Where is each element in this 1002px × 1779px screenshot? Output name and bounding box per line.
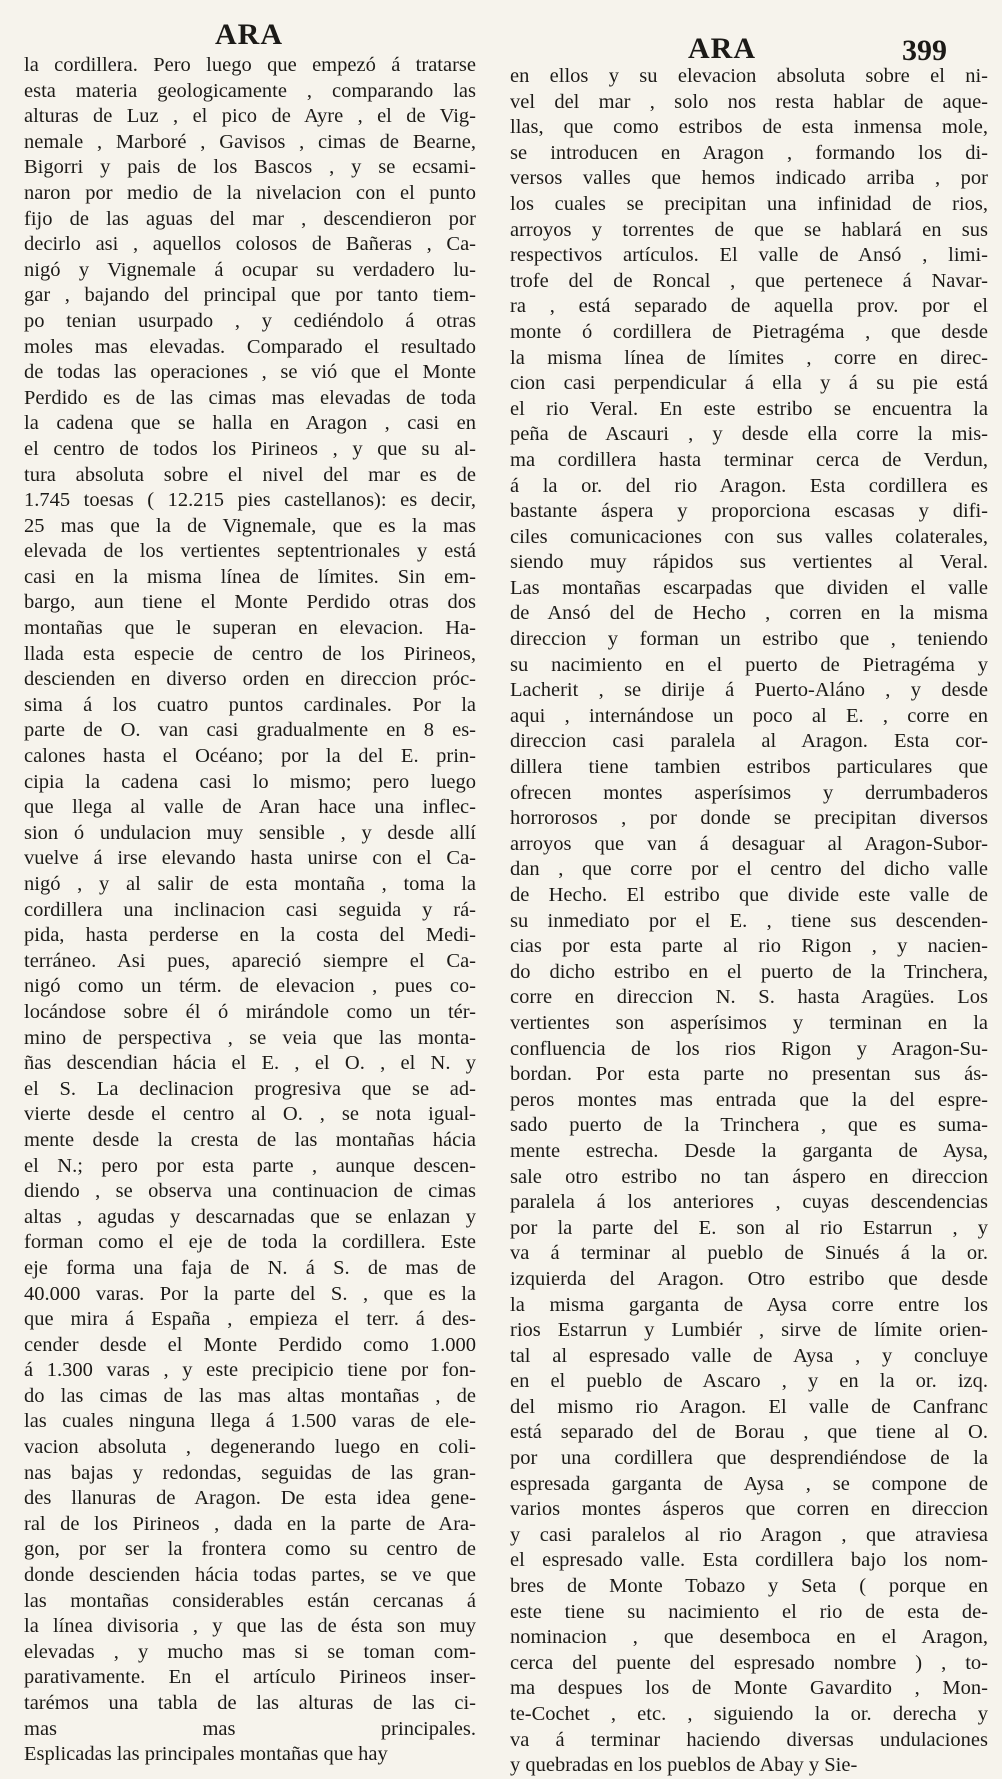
text-line: Lacherit , se dirije á Puerto-Aláno , y desde [510, 679, 988, 702]
text-line: esta materia geologicamente , comparando las [24, 79, 476, 102]
text-line: po tenian usurpado , y cediéndolo á otras [24, 309, 476, 332]
text-line: bres de Monte Tobazo y Seta ( porque en [510, 1575, 988, 1598]
text-line: y casi paralelos al rio Aragon , que atraviesa [510, 1523, 988, 1546]
text-line: vertientes son asperísimos y terminan en la [510, 1011, 988, 1034]
text-line: sima á los cuatro puntos cardinales. Por la [24, 693, 476, 716]
text-line: rios Estarrun y Lumbiér , sirve de límite orien- [510, 1319, 988, 1342]
text-line: y quebradas en los pueblos de Abay y Sie- [510, 1754, 858, 1777]
text-line: sale otro estribo no tan áspero en direccion [510, 1165, 988, 1188]
text-line: vuelve á irse elevando hasta unirse con el Ca- [24, 847, 476, 870]
text-line: el S. La declinacion progresiva que se ad- [24, 1077, 476, 1100]
text-line: la misma garganta de Aysa corre entre los [510, 1293, 988, 1316]
text-line: este tiene su nacimiento el rio de esta de- [510, 1600, 988, 1623]
text-line: casi en la misma línea de límites. Sin em- [24, 565, 476, 588]
text-line: nas bajas y redondas, seguidas de las gran- [24, 1461, 476, 1484]
text-line: los cuales se precipitan una infinidad de rios, [510, 192, 988, 215]
text-line: las montañas considerables están cercanas á [24, 1589, 476, 1612]
text-line: la cadena que se halla en Aragon , casi en [24, 412, 476, 435]
text-line: ofrecen montes asperísimos y derrumbaderos [510, 781, 988, 804]
text-line: el N.; pero por esta parte , aunque descen- [24, 1154, 476, 1177]
text-line: moles mas elevadas. Comparado el resultado [24, 335, 476, 358]
text-line: bastante áspera y proporciona escasas y difi- [510, 500, 988, 523]
text-line: 1.745 toesas ( 12.215 pies castellanos): es decir, [24, 489, 476, 512]
text-line: sado puerto de la Trinchera , que es suma- [510, 1114, 988, 1137]
text-line: de Hecho. El estribo que divide este valle de [510, 884, 988, 906]
text-line: nigó , y al salir de esta montaña , toma la [24, 873, 476, 895]
text-line: Perdido es de las cimas mas elevadas de toda [24, 386, 476, 409]
text-line: altas , agudas y descarnadas que se enlazan y [24, 1205, 476, 1228]
text-line: en ellos y su elevacion absoluta sobre el ni- [510, 65, 988, 87]
text-line: izquierda del Aragon. Otro estribo que desde [510, 1267, 988, 1290]
text-line: la misma línea de límites , corre en direc- [510, 346, 988, 369]
text-line: que mira á España , empieza el terr. á des- [24, 1308, 476, 1331]
text-line: cipia la cadena casi lo mismo; pero luego [24, 770, 476, 793]
text-line: espresada garganta de Aysa , se compone de [510, 1472, 988, 1495]
text-line: gon, por ser la frontera como su centro de [24, 1538, 476, 1561]
text-line: 40.000 varas. Por la parte del S. , que es la [24, 1282, 476, 1305]
text-line: el rio Veral. En este estribo se encuentra la [510, 397, 988, 420]
text-line: cerca del puente del espresado nombre ) , to- [510, 1651, 988, 1674]
text-line: está separado del de Borau , que tiene al O. [510, 1421, 988, 1444]
text-line: parativamente. En el artículo Pirineos inser- [24, 1666, 476, 1689]
text-line: tal al espresado valle de Aysa , y concluye [510, 1344, 988, 1367]
text-line: calones hasta el Océano; por la del E. prin- [24, 745, 476, 768]
text-line: versos valles que hemos indicado arriba , por [510, 167, 988, 190]
text-line: nigó y Vignemale á ocupar su verdadero lu- [24, 258, 476, 281]
text-line: forman como el eje de toda la cordillera. Este [24, 1231, 476, 1254]
text-line: nominacion , que desemboca en el Aragon, [510, 1626, 988, 1649]
text-line: terráneo. Asi pues, apareció siempre el Ca- [24, 949, 476, 972]
text-line: paralela á los anteriores , cuyas descendencias [510, 1191, 988, 1214]
text-line: vacion absoluta , degenerando luego en coli- [24, 1436, 476, 1459]
text-line: Las montañas escarpadas que dividen el valle [510, 576, 988, 599]
text-line: elevada de los vertientes septentrionales y está [24, 540, 476, 563]
text-line: dan , que corre por el centro del dicho valle [510, 858, 988, 881]
running-head-left: ARA [215, 18, 283, 51]
text-line: Esplicadas las principales montañas que hay [24, 1743, 388, 1766]
text-line: ñas descendian hácia el E. , el O. , el N. y [24, 1052, 476, 1075]
text-line: respectivos artículos. El valle de Ansó , limi- [510, 244, 988, 267]
text-line: do las cimas de las mas altas montañas , de [24, 1384, 476, 1407]
text-line: corre en direccion N. S. hasta Aragües. Los [510, 986, 988, 1009]
text-line: direccion casi paralela al Aragon. Esta cor- [510, 730, 988, 753]
text-line: ma cordillera hasta terminar cerca de Verdun, [510, 448, 988, 471]
running-head-right: ARA [688, 32, 756, 65]
text-line: cender desde el Monte Perdido como 1.000 [24, 1333, 476, 1356]
text-line: de Ansó del de Hecho , corren en la misma [510, 602, 988, 625]
text-line: diendo , se observa una continuacion de cimas [24, 1180, 476, 1203]
text-line: va á terminar haciendo diversas undulaciones [510, 1728, 988, 1751]
right-text-column [510, 64, 988, 1779]
text-line: nemale , Marboré , Gavisos , cimas de Bearne, [24, 130, 476, 153]
text-line: elevadas , y mucho mas si se toman com- [24, 1640, 476, 1663]
text-line: por la parte del E. son al rio Estarrun , y [510, 1216, 988, 1239]
text-line: horrorosos , por donde se precipitan diversos [510, 807, 988, 830]
text-line: mas mas principales. [24, 1717, 476, 1740]
text-line: monte ó cordillera de Pietragéma , que desde [510, 320, 988, 343]
text-line: á la or. del rio Aragon. Esta cordillera es [510, 474, 988, 497]
text-line: peña de Ascauri , y desde ella corre la mis- [510, 423, 988, 446]
text-line: 25 mas que la de Vignemale, que es la mas [24, 514, 476, 537]
text-line: de todas las operaciones , se vió que el Monte [24, 361, 476, 384]
text-line: tarémos una tabla de las alturas de las ci- [24, 1692, 476, 1714]
text-line: que llega al valle de Aran hace una inflec- [24, 796, 476, 819]
text-line: direccion y forman un estribo que , teniendo [510, 628, 988, 651]
text-line: tura absoluta sobre el nivel del mar es de [24, 463, 476, 486]
text-line: pida, hasta perderse en la costa del Medi- [24, 924, 476, 947]
text-line: confluencia de los rios Rigon y Aragon-Su- [510, 1037, 988, 1060]
text-line: ral de los Pirineos , dada en la parte de Ara- [24, 1512, 476, 1535]
text-line: arroyos y torrentes de que se hablará en sus [510, 218, 988, 241]
text-line: Bigorri y pais de los Bascos , y se ecsami- [24, 156, 476, 179]
text-line: cion casi perpendicular á ella y á su pie está [510, 372, 988, 395]
text-line: por una cordillera que desprendiéndose de la [510, 1447, 988, 1470]
text-line: mino de perspectiva , se veia que las monta- [24, 1026, 476, 1049]
text-line: arroyos que van á desaguar al Aragon-Subor- [510, 832, 988, 855]
text-line: do dicho estribo en el puerto de la Trinchera, [510, 960, 988, 983]
text-line: mente desde la cresta de las montañas hácia [24, 1128, 476, 1151]
text-line: decirlo asi , aquellos colosos de Bañeras , Ca- [24, 233, 476, 256]
text-line: las cuales ninguna llega á 1.500 varas de ele- [24, 1410, 476, 1433]
text-line: cordillera una inclinacion casi seguida y rá- [24, 898, 476, 921]
text-line: va á terminar al pueblo de Sinués á la or. [510, 1242, 988, 1265]
text-line: llada esta especie de centro de los Pirineos, [24, 642, 476, 665]
text-line: su nacimiento en el puerto de Pietragéma y [510, 653, 988, 676]
text-line: bordan. Por esta parte no presentan sus ás- [510, 1063, 988, 1086]
text-line: mente estrecha. Desde la garganta de Aysa, [510, 1139, 988, 1162]
text-line: ra , está separado de aquella prov. por el [510, 295, 988, 318]
text-line: el espresado valle. Esta cordillera bajo los nom- [510, 1549, 988, 1572]
text-line: trofe del de Roncal , que pertenece á Navar- [510, 269, 988, 292]
text-line: varios montes ásperos que corren en direccion [510, 1498, 988, 1521]
text-line: su inmediato por el E. , tiene sus descenden- [510, 909, 988, 932]
text-line: vierte desde el centro al O. , se nota igual- [24, 1103, 476, 1126]
text-line: sion ó undulacion muy sensible , y desde allí [24, 821, 476, 844]
text-line: ciles comunicaciones con sus valles colaterales, [510, 525, 988, 548]
text-line: peros montes mas entrada que la del espre- [510, 1088, 988, 1111]
text-line: fijo de las aguas del mar , descendieron por [24, 207, 476, 230]
text-line: ma despues los de Monte Gavardito , Mon- [510, 1677, 988, 1700]
text-line: cias por esta parte al rio Rigon , y nacien- [510, 935, 988, 958]
text-line: la línea divisoria , y que las de ésta son muy [24, 1615, 476, 1638]
text-line: vel del mar , solo nos resta hablar de aque- [510, 90, 988, 113]
text-line: el centro de todos los Pirineos , y que su al- [24, 437, 476, 460]
text-line: aqui , internándose un poco al E. , corre en [510, 704, 988, 727]
text-line: llas, que como estribos de esta inmensa mole, [510, 116, 988, 139]
text-line: se introducen en Aragon , formando los di- [510, 141, 988, 164]
text-line: del mismo rio Aragon. El valle de Canfranc [510, 1395, 988, 1418]
text-line: nigó como un térm. de elevacion , pues co- [24, 975, 476, 998]
text-line: gar , bajando del principal que por tanto tiem- [24, 284, 476, 307]
left-text-column [24, 53, 476, 1768]
text-line: á 1.300 varas , y este precipicio tiene por fon- [24, 1359, 476, 1382]
text-line: des llanuras de Aragon. De esta idea gene- [24, 1487, 476, 1510]
text-line: donde descienden hácia todas partes, se ve que [24, 1564, 476, 1587]
text-line: locándose sobre él ó mirándole como un tér- [24, 1000, 476, 1023]
text-line: parte de O. van casi gradualmente en 8 es- [24, 719, 476, 742]
text-line: naron por medio de la nivelacion con el punto [24, 181, 476, 204]
text-line: en el pueblo de Ascaro , y en la or. izq. [510, 1370, 988, 1393]
text-line: te-Cochet , etc. , siguiendo la or. derecha y [510, 1703, 988, 1725]
text-line: siendo muy rápidos sus vertientes al Veral. [510, 551, 988, 574]
text-line: montañas que le superan en elevacion. Ha- [24, 617, 476, 640]
text-line: la cordillera. Pero luego que empezó á tratarse [24, 54, 476, 76]
text-line: dillera tiene tambien estribos particulares que [510, 756, 988, 779]
text-line: descienden en diverso orden en direccion próc- [24, 668, 476, 691]
page-number: 399 [902, 34, 947, 67]
text-line: bargo, aun tiene el Monte Perdido otras dos [24, 591, 476, 614]
text-line: alturas de Luz , el pico de Ayre , el de Vig- [24, 105, 476, 128]
text-line: eje forma una faja de N. á S. de mas de [24, 1256, 476, 1279]
